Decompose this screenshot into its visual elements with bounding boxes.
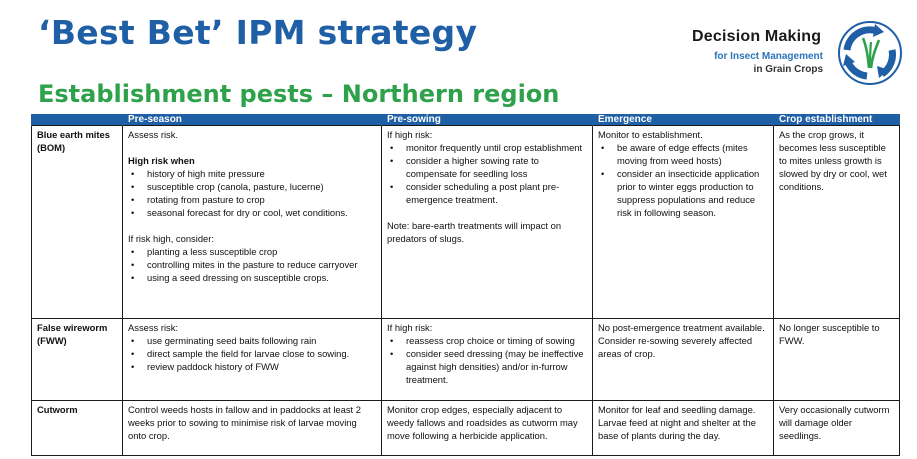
list-item: • consider seed dressing (may be ineffective against high densities) and/or in-furrow treatment. xyxy=(406,347,587,386)
cell-cutworm-emergence: Monitor for leaf and seedling damage. Larvae feed at night and shelter at the base of plants during the day. xyxy=(593,401,774,456)
list-item: • consider an insecticide application prior to winter eggs production to suppress populations and reduce risk in following season. xyxy=(617,167,768,219)
cell-cutworm-crop-establishment: Very occasionally cutworm will damage older seedlings. xyxy=(774,401,900,456)
cell-text: If high risk: xyxy=(387,322,433,333)
cell-cutworm-pre-sowing: Monitor crop edges, especially adjacent to weedy fallows and roadsides as cutworm may move following a herbicide application. xyxy=(382,401,593,456)
table-header-row xyxy=(32,114,900,126)
list-item: • planting a less susceptible crop xyxy=(147,245,376,258)
column-header-pest xyxy=(32,114,123,126)
row-label-fww-abbr: (FWW) xyxy=(37,335,67,346)
consider-heading: If risk high, consider: xyxy=(128,233,214,244)
list-item: • direct sample the field for larvae close to sowing. xyxy=(147,347,376,360)
list-item: • use germinating seed baits following rain xyxy=(147,334,376,347)
list-item: • controlling mites in the pasture to reduce carryover xyxy=(147,258,376,271)
row-label-bom xyxy=(32,126,123,319)
circular-arrows-plant-icon xyxy=(837,20,903,86)
fww-presowing-list xyxy=(387,334,587,386)
consider-list xyxy=(128,245,376,284)
cell-text: If high risk: xyxy=(387,129,433,140)
list-item: • history of high mite pressure xyxy=(147,167,376,180)
row-label-bom-name: Blue earth mites xyxy=(37,129,110,140)
cell-text: Monitor to establishment. xyxy=(598,129,703,140)
cell-bom-pre-sowing xyxy=(382,126,593,319)
cell-bom-pre-season xyxy=(123,126,382,319)
presowing-list xyxy=(387,141,587,206)
column-header-pre-season: Pre-season xyxy=(123,114,382,126)
page-title: ‘Best Bet’ IPM strategy xyxy=(38,13,478,52)
list-item: • using a seed dressing on susceptible crops. xyxy=(147,271,376,284)
list-item: • review paddock history of FWW xyxy=(147,360,376,373)
list-item: • consider a higher sowing rate to compensate for seedling loss xyxy=(406,154,587,180)
logo-subtext-1: for Insect Management xyxy=(714,51,823,62)
emergence-list xyxy=(598,141,768,219)
row-label-fww-name: False wireworm xyxy=(37,322,108,333)
table-row-cutworm xyxy=(32,401,900,456)
list-item: • reassess crop choice or timing of sowing xyxy=(406,334,587,347)
cell-fww-emergence: No post-emergence treatment available. Consider re-sowing severely affected areas of crop. xyxy=(593,319,774,401)
row-label-cutworm: Cutworm xyxy=(32,401,123,456)
list-item: • be aware of edge effects (mites moving from weed hosts) xyxy=(617,141,768,167)
list-item: • susceptible crop (canola, pasture, lucerne) xyxy=(147,180,376,193)
row-label-fww xyxy=(32,319,123,401)
table-row-fww xyxy=(32,319,900,401)
column-header-emergence: Emergence xyxy=(593,114,774,126)
list-item: • rotating from pasture to crop xyxy=(147,193,376,206)
logo xyxy=(688,20,903,86)
logo-subtext-2: in Grain Crops xyxy=(753,64,823,75)
column-header-crop-establishment: Crop establishment xyxy=(774,114,900,126)
column-header-pre-sowing: Pre-sowing xyxy=(382,114,593,126)
cell-text: Assess risk: xyxy=(128,322,179,333)
list-item: • consider scheduling a post plant pre-emergence treatment. xyxy=(406,180,587,206)
table-row-bom xyxy=(32,126,900,319)
cell-note: Note: bare-earth treatments will impact on predators of slugs. xyxy=(387,220,562,244)
cell-fww-crop-establishment: No longer susceptible to FWW. xyxy=(774,319,900,401)
logo-main-text: Decision Making xyxy=(692,28,822,45)
ipm-strategy-table xyxy=(31,114,900,456)
risk-heading: High risk when xyxy=(128,155,195,166)
cell-fww-pre-sowing xyxy=(382,319,593,401)
cell-text: Assess risk. xyxy=(128,129,179,140)
cell-fww-pre-season xyxy=(123,319,382,401)
cell-bom-emergence xyxy=(593,126,774,319)
cell-cutworm-pre-season: Control weeds hosts in fallow and in paddocks at least 2 weeks prior to sowing to minimise risk of larvae moving onto crop. xyxy=(123,401,382,456)
list-item: • seasonal forecast for dry or cool, wet conditions. xyxy=(147,206,376,219)
page-subtitle: Establishment pests – Northern region xyxy=(38,80,560,108)
risk-list xyxy=(128,167,376,219)
row-label-bom-abbr: (BOM) xyxy=(37,142,66,153)
list-item: • monitor frequently until crop establishment xyxy=(406,141,587,154)
fww-preseason-list xyxy=(128,334,376,373)
cell-bom-crop-establishment: As the crop grows, it becomes less susceptible to mites unless growth is slowed by dry or cool, wet conditions. xyxy=(774,126,900,319)
